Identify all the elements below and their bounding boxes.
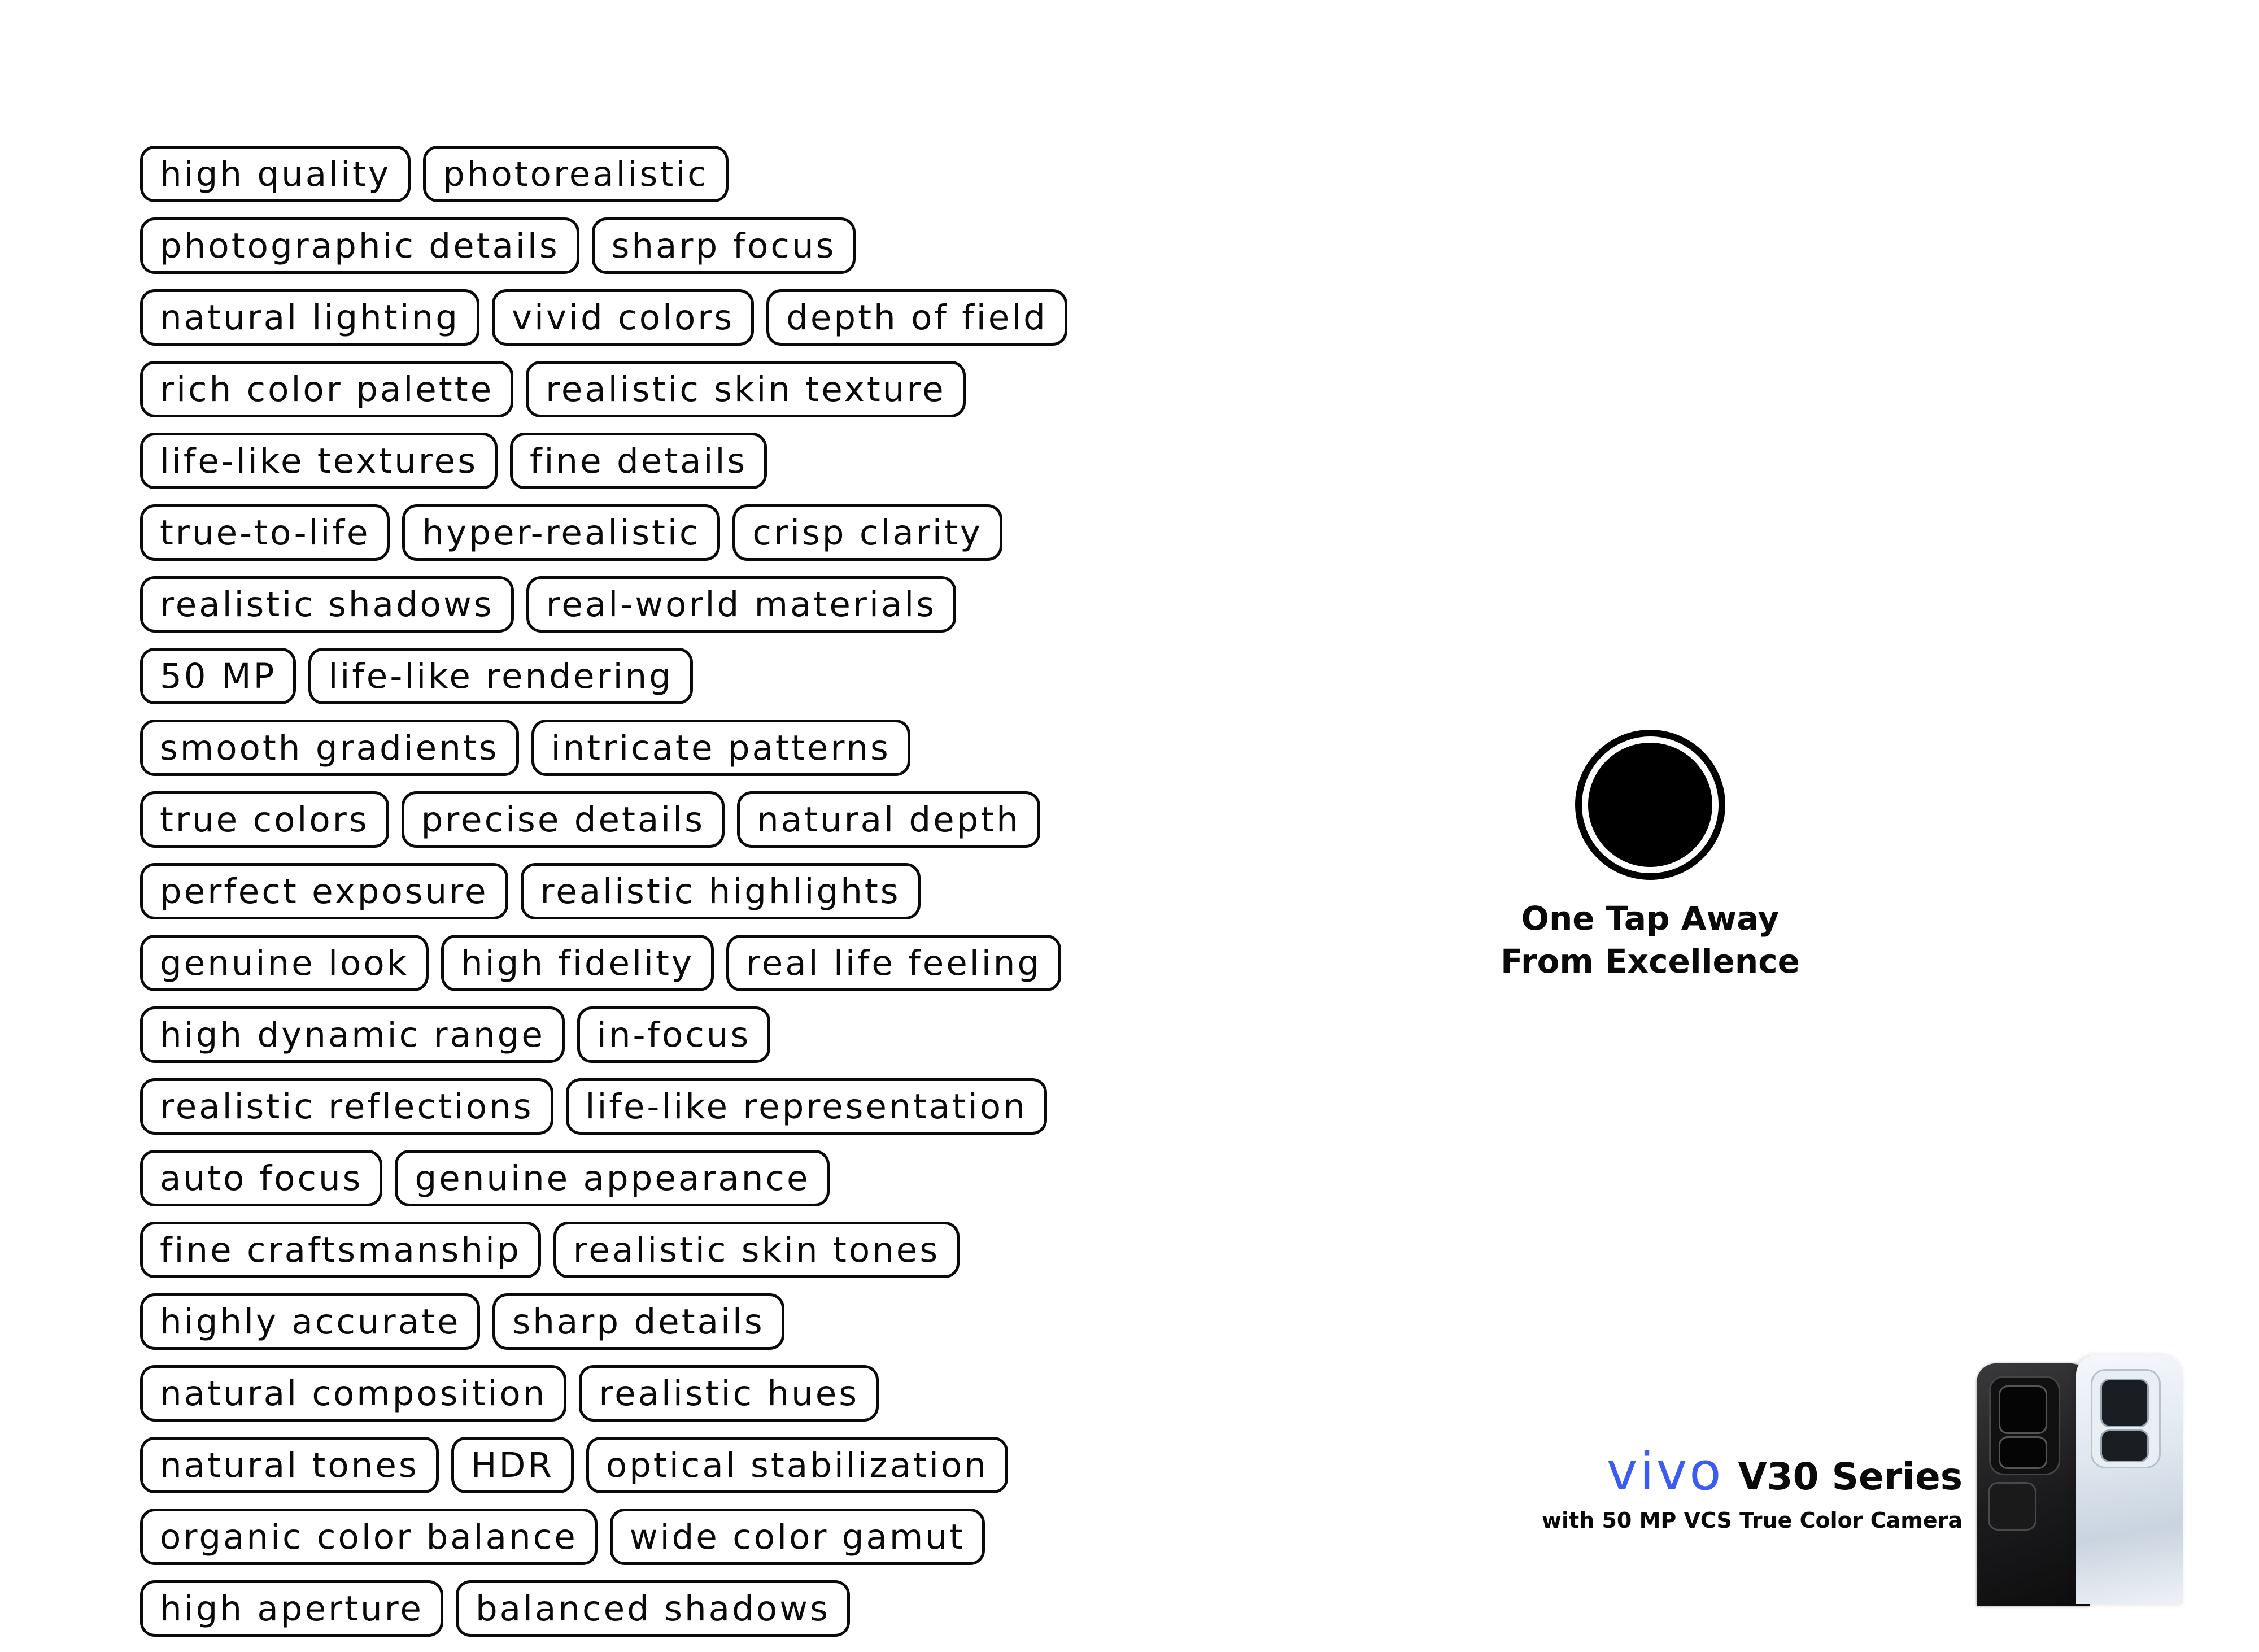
brand-block (1541, 1441, 1963, 1533)
tag-row (140, 1437, 1157, 1493)
tag-row (140, 217, 1157, 274)
brand-subtitle: with 50 MP VCS True Color Camera (1541, 1508, 1963, 1533)
keyword-tag: balanced shadows (456, 1580, 850, 1637)
keyword-tag: fine craftsmanship (140, 1222, 541, 1278)
keyword-tag: rich color palette (140, 361, 513, 417)
keyword-tag: natural tones (140, 1437, 439, 1493)
keyword-tag: life-like textures (140, 433, 498, 489)
keyword-tag: high fidelity (441, 935, 714, 991)
tag-row (140, 791, 1157, 848)
keyword-tag: smooth gradients (140, 720, 519, 776)
keyword-tag: wide color gamut (610, 1509, 985, 1565)
keyword-tag: genuine appearance (395, 1150, 830, 1206)
tagline-line-2: From Excellence (1501, 942, 1800, 980)
keyword-tag: in-focus (577, 1006, 770, 1063)
tag-row (140, 1365, 1157, 1422)
keyword-tag: life-like rendering (308, 648, 692, 704)
keyword-tag: real life feeling (726, 935, 1061, 991)
tag-row (140, 1006, 1157, 1063)
keyword-tag: high quality (140, 146, 411, 202)
tag-row (140, 648, 1157, 704)
tag-row (140, 935, 1157, 991)
tag-row (140, 433, 1157, 489)
phone-product-image (1977, 1355, 2214, 1602)
keyword-tag: photographic details (140, 217, 579, 274)
keyword-tag: perfect exposure (140, 863, 508, 919)
keyword-tag: crisp clarity (732, 504, 1002, 561)
keyword-tag: high dynamic range (140, 1006, 565, 1063)
camera-module (2091, 1369, 2161, 1468)
keyword-tag: natural lighting (140, 289, 479, 346)
keyword-tag: true-to-life (140, 504, 390, 561)
tag-row (140, 863, 1157, 919)
keyword-tag: realistic skin texture (526, 361, 966, 417)
keyword-tag: highly accurate (140, 1293, 480, 1350)
tag-row (140, 1293, 1157, 1350)
camera-lens-icon (1999, 1436, 2047, 1469)
keyword-tag: precise details (402, 791, 725, 848)
keyword-tag: natural depth (737, 791, 1040, 848)
camera-lens-icon (1999, 1385, 2047, 1434)
keyword-tag: vivid colors (492, 289, 754, 346)
tag-row (140, 146, 1157, 202)
keyword-tag: sharp focus (592, 217, 856, 274)
keyword-tag: hyper-realistic (402, 504, 720, 561)
shutter-button-icon[interactable] (1575, 730, 1725, 880)
tag-row (140, 1078, 1157, 1135)
tagline-line-1: One Tap Away (1521, 899, 1780, 938)
keyword-tag: natural composition (140, 1365, 566, 1422)
vivo-logo: vivo (1606, 1441, 1724, 1502)
keyword-tag: photorealistic (423, 146, 729, 202)
keyword-tag: 50 MP (140, 648, 296, 704)
keyword-tag: fine details (510, 433, 767, 489)
phone-dark-illustration (1977, 1363, 2090, 1606)
tag-row (140, 289, 1157, 346)
keyword-tag: organic color balance (140, 1509, 598, 1565)
keyword-tag: realistic hues (579, 1365, 879, 1422)
keyword-tag: real-world materials (526, 576, 956, 633)
keyword-tag: genuine look (140, 935, 429, 991)
keyword-tag: life-like representation (566, 1078, 1047, 1135)
phone-light-illustration (2076, 1355, 2183, 1604)
series-name: V30 Series (1738, 1455, 1963, 1498)
keyword-tag: realistic reflections (140, 1078, 553, 1135)
tag-row (140, 504, 1157, 561)
camera-lens-icon (2100, 1429, 2149, 1462)
tag-row (140, 1580, 1157, 1637)
aura-light-ring (1988, 1482, 2036, 1531)
keyword-tag-cloud (140, 146, 1157, 1652)
keyword-tag: realistic highlights (521, 863, 921, 919)
keyword-tag: realistic skin tones (553, 1222, 960, 1278)
shutter-button-core (1588, 743, 1712, 867)
tag-row (140, 720, 1157, 776)
keyword-tag: realistic shadows (140, 576, 514, 633)
keyword-tag: HDR (451, 1437, 574, 1493)
tag-row (140, 1509, 1157, 1565)
keyword-tag: depth of field (766, 289, 1067, 346)
keyword-tag: true colors (140, 791, 389, 848)
tag-row (140, 361, 1157, 417)
camera-lens-icon (2100, 1379, 2149, 1427)
keyword-tag: intricate patterns (531, 720, 910, 776)
keyword-tag: optical stabilization (586, 1437, 1008, 1493)
keyword-tag: high aperture (140, 1580, 443, 1637)
keyword-tag: sharp details (492, 1293, 784, 1350)
camera-module (1989, 1376, 2060, 1475)
keyword-tag: auto focus (140, 1150, 382, 1206)
tagline (1446, 897, 1855, 983)
tag-row (140, 1222, 1157, 1278)
tag-row (140, 576, 1157, 633)
tag-row (140, 1150, 1157, 1206)
